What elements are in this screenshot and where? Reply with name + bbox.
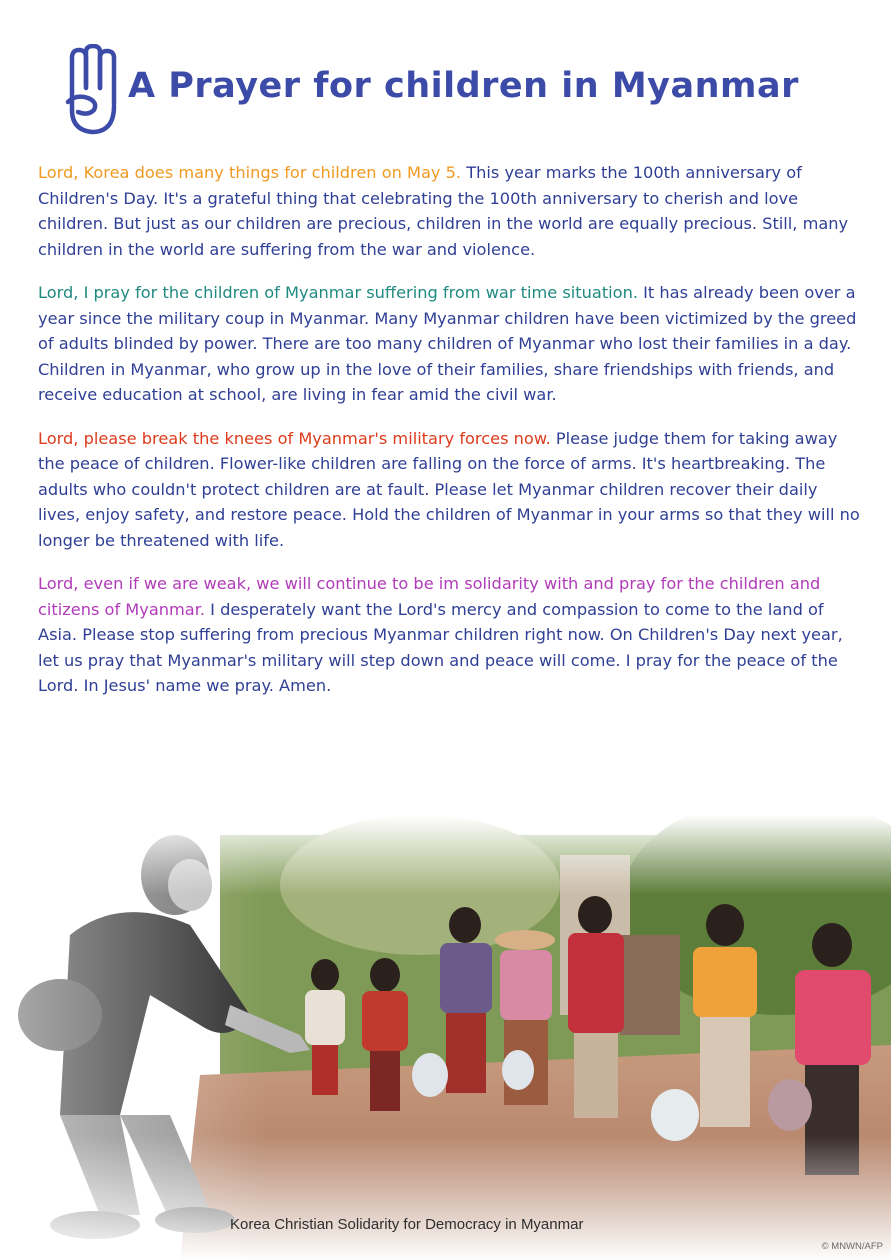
- page-title: A Prayer for children in Myanmar: [128, 66, 799, 106]
- paragraph-4: [38, 571, 864, 699]
- paragraph-lead: Lord, I pray for the children of Myanmar suffering from war time situation.: [38, 283, 638, 302]
- header: [62, 40, 862, 140]
- paragraph-body: It has already been over a year since the military coup in Myanmar. Many Myanmar children have been victimized by the greed of adults blinded by power. There are too many children of Myanmar who lost their families in a day. Children in Myanmar, who grow up in the love of their families, share friendships with friends, and receive education at school, are living in fear amid the civil war.: [38, 283, 857, 404]
- paragraph-body: Please judge them for taking away the peace of children. Flower-like children are falling on the force of arms. It's heartbreaking. The adults who couldn't protect children are at fault. Please let Myanmar children recover their daily lives, enjoy safety, and restore peace. Hold the children of Myanmar in your arms so that they will no longer be threatened with life.: [38, 428, 860, 550]
- paragraph-lead: Lord, Korea does many things for children on May 5.: [38, 163, 462, 182]
- paragraph-body: This year marks the 100th anniversary of Children's Day. It's a grateful thing that celebrating the 100th anniversary to cherish and love children. But just as our children are precious, children in the world are equally precious. Still, many children in the world are suffering from the war and violence.: [38, 163, 849, 259]
- paragraph-lead: Lord, please break the knees of Myanmar's military forces now.: [38, 428, 551, 448]
- photo-credit: © MNWN/AFP: [821, 1241, 883, 1252]
- paragraph-1: [38, 160, 864, 262]
- paragraph-lead: Lord, even if we are weak, we will continue to be im solidarity with and pray for the children and citizens of Myanmar.: [38, 574, 821, 619]
- children-walking-photo: [0, 815, 891, 1260]
- photo-collage: [0, 815, 891, 1260]
- prayer-text: [38, 160, 864, 717]
- caption: Korea Christian Solidarity for Democracy in Myanmar: [230, 1216, 584, 1233]
- three-finger-salute-icon: [62, 44, 122, 136]
- paragraph-2: [38, 280, 864, 408]
- paragraph-3: [38, 426, 864, 554]
- paragraph-body: I desperately want the Lord's mercy and compassion to come to the land of Asia. Please stop suffering from precious Myanmar children right now. On Children's Day next year, let us pray that Myanmar's military will step down and peace will come. I pray for the peace of the Lord. In Jesus' name we pray. Amen.: [38, 599, 843, 695]
